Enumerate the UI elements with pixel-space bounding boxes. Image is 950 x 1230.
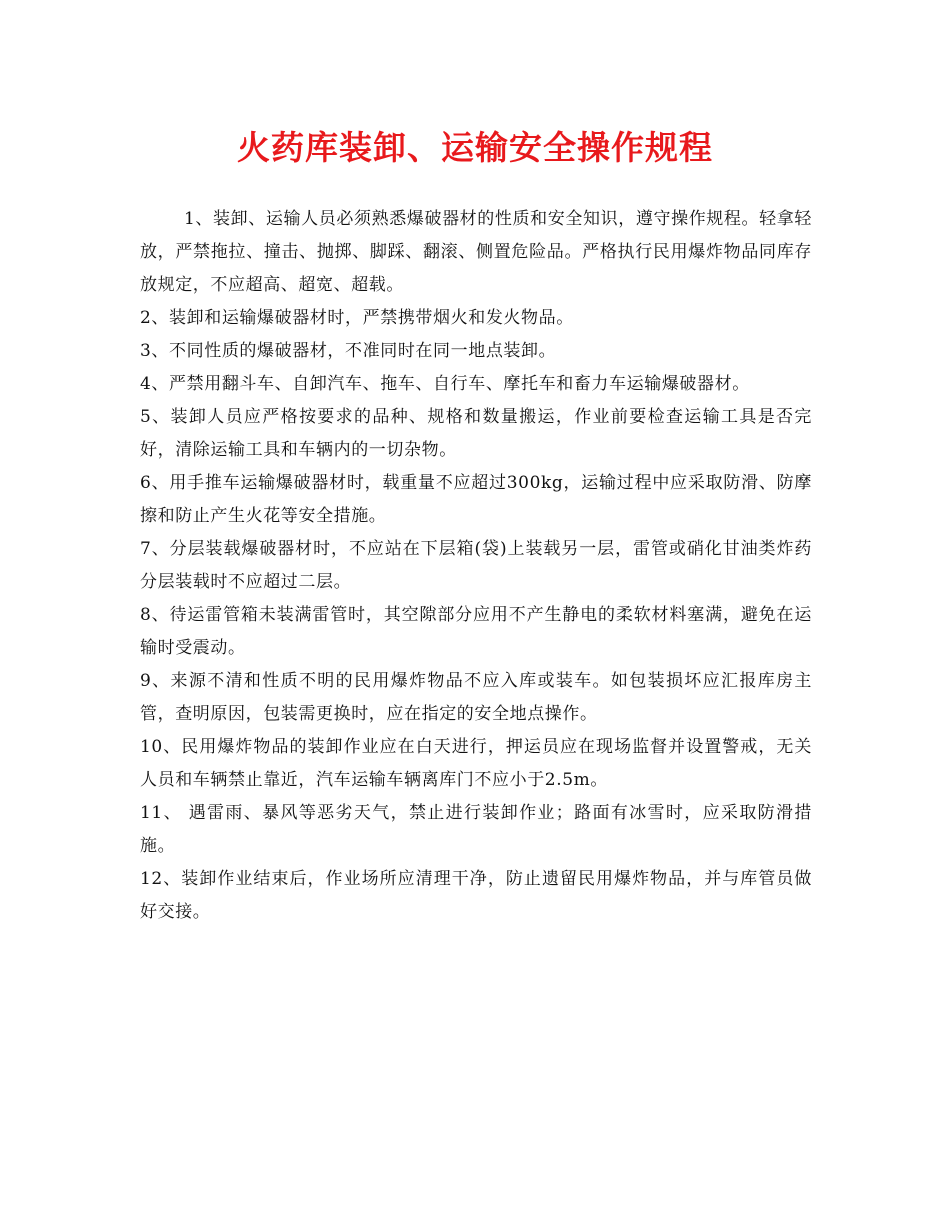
paragraph-8: 8、待运雷管箱未装满雷管时，其空隙部分应用不产生静电的柔软材料塞满，避免在运输时受震动。 <box>140 605 812 658</box>
paragraph-3: 3、不同性质的爆破器材，不准同时在同一地点装卸。 <box>140 341 557 361</box>
paragraph-6: 6、用手推车运输爆破器材时，载重量不应超过300kg，运输过程中应采取防滑、防摩擦和防止产生火花等安全措施。 <box>140 473 812 526</box>
paragraph-4: 4、严禁用翻斗车、自卸汽车、拖车、自行车、摩托车和畜力车运输爆破器材。 <box>140 374 750 394</box>
paragraph-1: 1、装卸、运输人员必须熟悉爆破器材的性质和安全知识，遵守操作规程。轻拿轻放，严禁拖拉、撞击、抛掷、脚踩、翻滚、侧置危险品。严格执行民用爆炸物品同库存放规定，不应超高、超宽、超载。 <box>140 209 812 295</box>
paragraph-10: 10、民用爆炸物品的装卸作业应在白天进行，押运员应在现场监督并设置警戒，无关人员和车辆禁止靠近，汽车运输车辆离库门不应小于2.5m。 <box>140 737 812 790</box>
paragraph-9: 9、来源不清和性质不明的民用爆炸物品不应入库或装车。如包装损坏应汇报库房主管，查明原因，包装需更换时，应在指定的安全地点操作。 <box>140 671 812 724</box>
paragraph-5: 5、装卸人员应严格按要求的品种、规格和数量搬运，作业前要检查运输工具是否完好，清除运输工具和车辆内的一切杂物。 <box>140 407 812 460</box>
paragraph-11: 11、 遇雷雨、暴风等恶劣天气，禁止进行装卸作业；路面有冰雪时，应采取防滑措施。 <box>140 803 812 856</box>
document-body <box>140 203 812 929</box>
document-title: 火药库装卸、运输安全操作规程 <box>237 128 713 167</box>
paragraph-2: 2、装卸和运输爆破器材时，严禁携带烟火和发火物品。 <box>140 308 574 328</box>
paragraph-12: 12、装卸作业结束后，作业场所应清理干净，防止遗留民用爆炸物品，并与库管员做好交接。 <box>140 869 812 922</box>
paragraph-7: 7、分层装载爆破器材时，不应站在下层箱(袋)上装载另一层，雷管或硝化甘油类炸药分层装载时不应超过二层。 <box>140 539 812 592</box>
